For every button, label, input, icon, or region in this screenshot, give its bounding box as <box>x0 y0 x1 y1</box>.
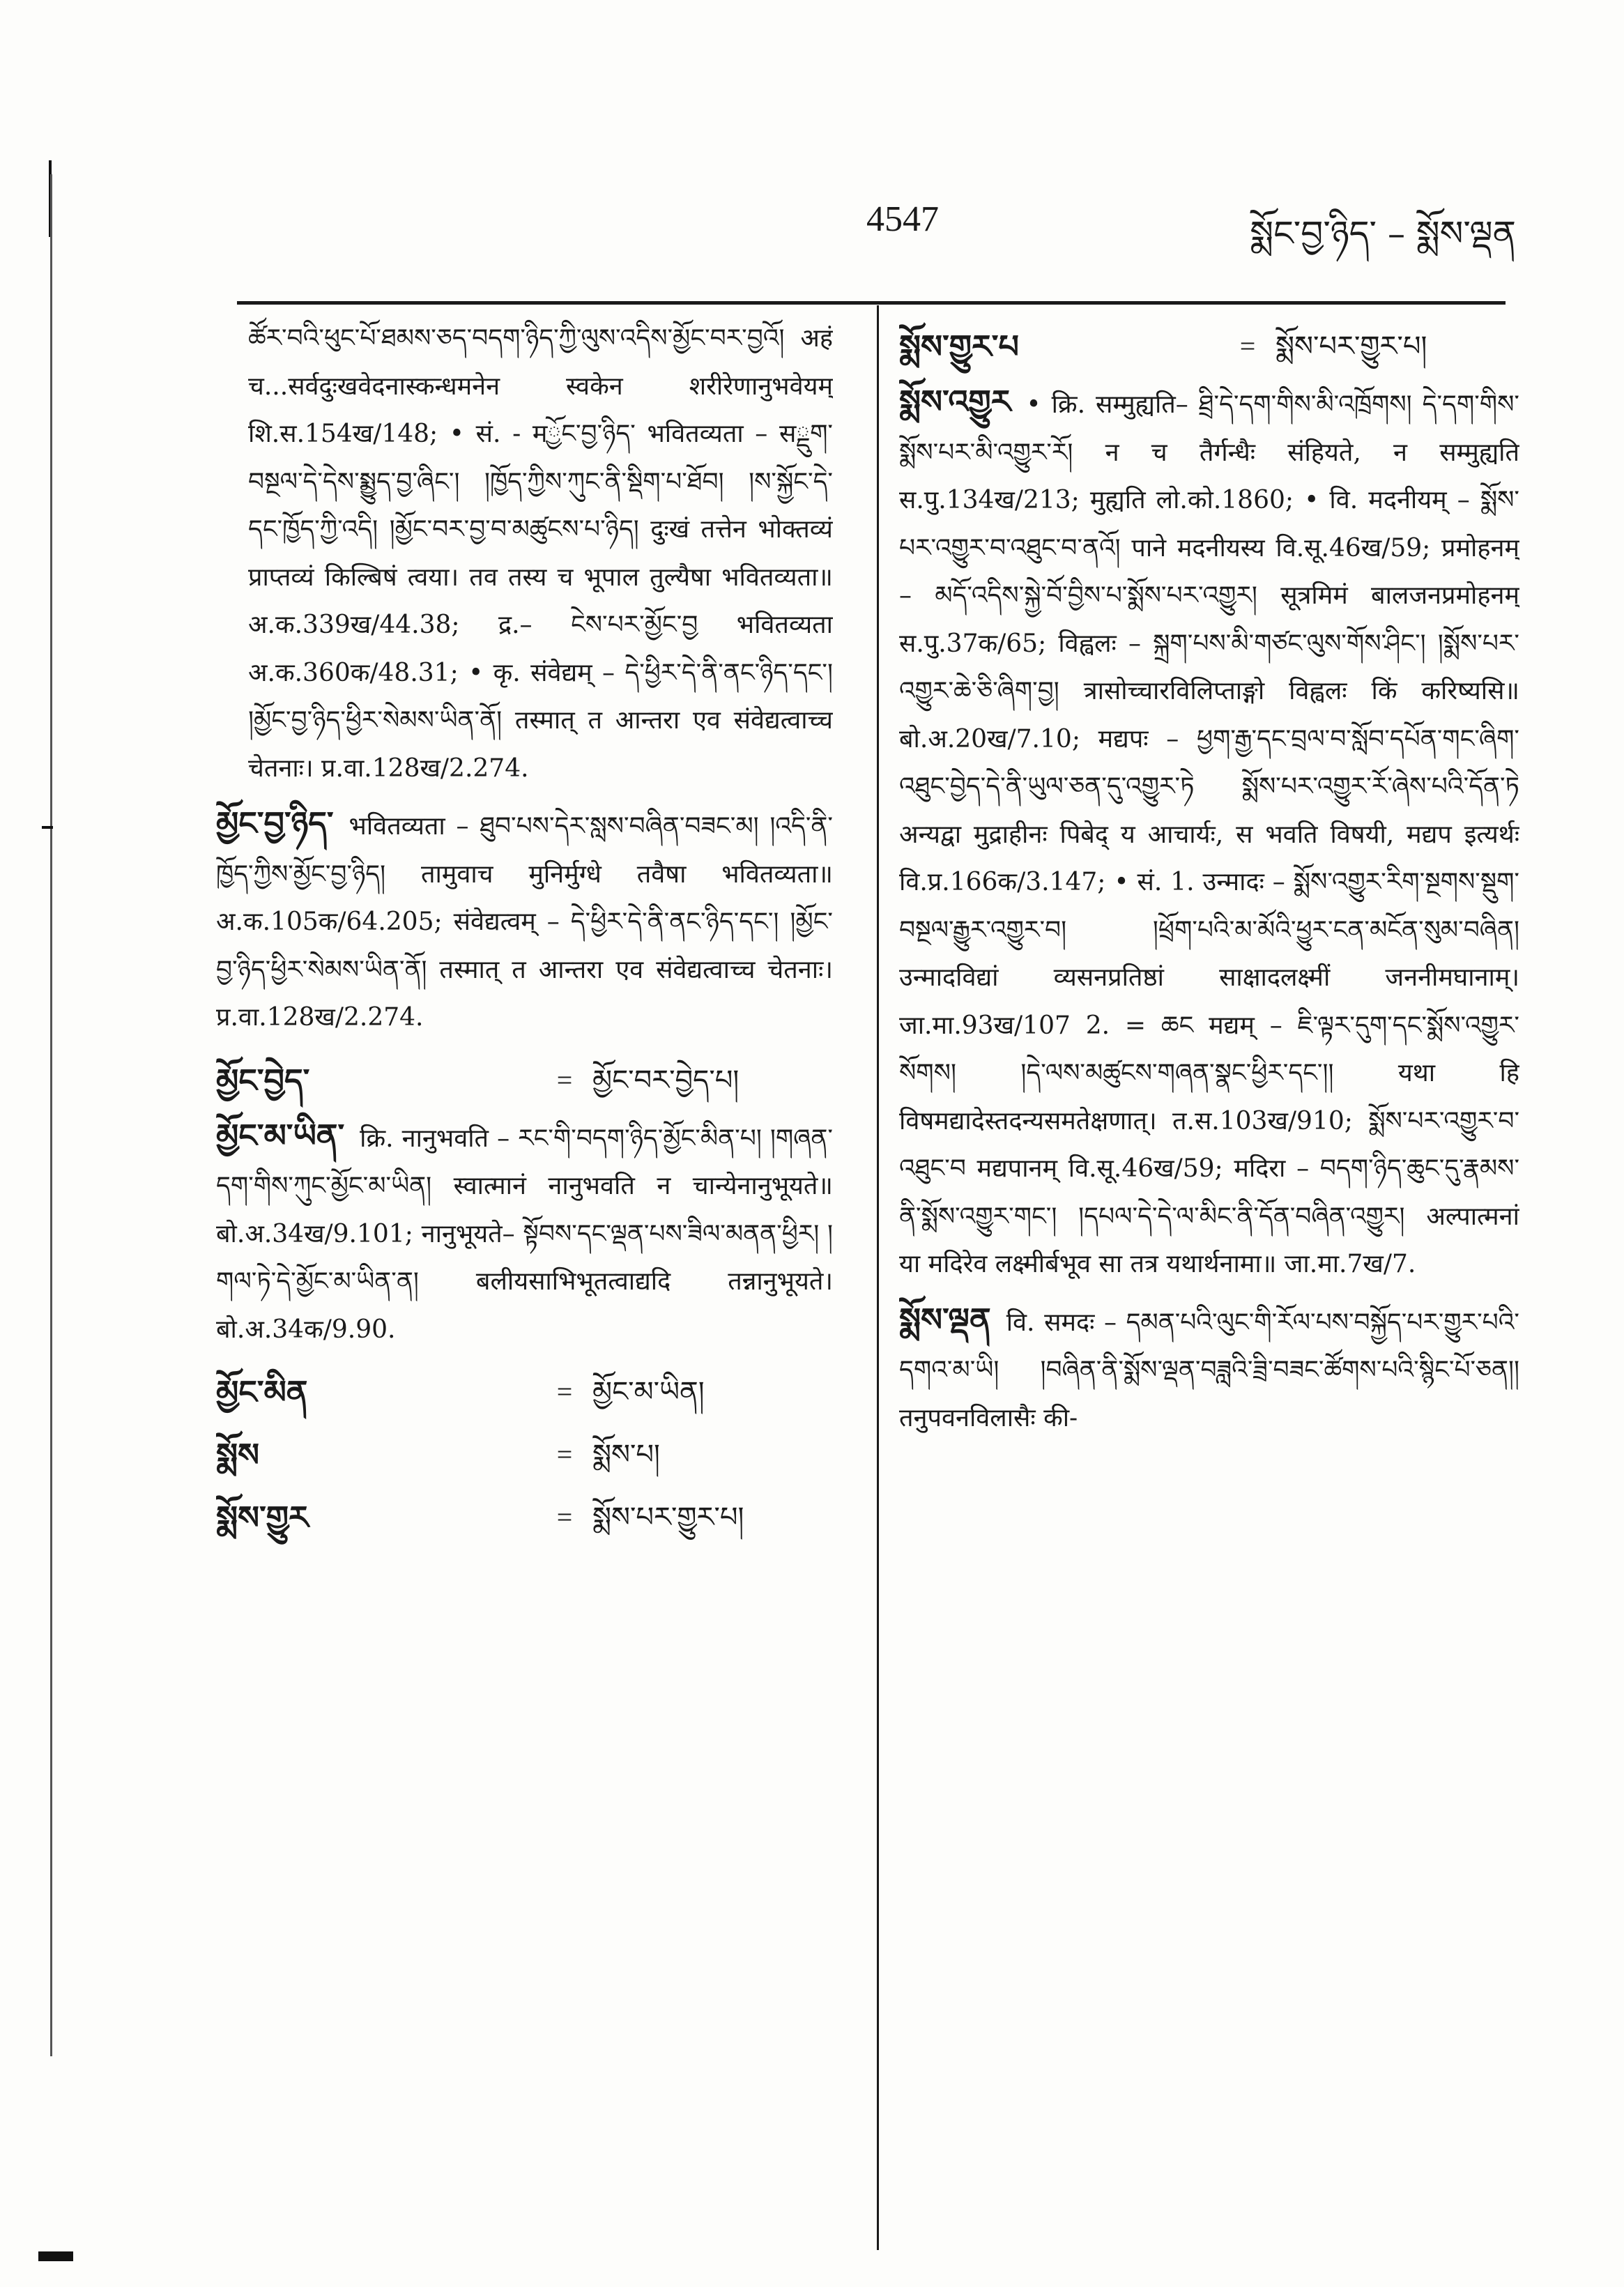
dictionary-entry <box>216 1112 833 1354</box>
entry-continuation <box>216 315 833 793</box>
cross-reference <box>216 1423 833 1486</box>
page-number: 4547 <box>866 199 939 239</box>
scan-margin-mark <box>42 826 53 829</box>
xref-headword: སྨོས་གྱུར་པ <box>899 328 1019 365</box>
dictionary-entry <box>899 378 1519 1289</box>
entry-headword: མྱོང་མ་ཡིན་ <box>216 1116 345 1154</box>
xref-equals: = <box>556 1376 573 1407</box>
entry-text: क्रि. नानुभवति – རང་གི་བདག་ཉིད་མྱོང་མིན་པ། །གཞན་དག་གིས་ཀུང་མྱོང་མ་ཡིན། स्वात्मानं नानुभवति न चान्येनानुभूयते॥ बो.अ.34ख/9.101; नानुभूयते– སྟོབས་དང་ལྡན་པས་ཟིལ་མནན་ཕྱིར། །གལ་ཏེ་དེ་མྱོང་མ་ཡིན་ན། बलीयसाभिभूतत्वाद्यदि तन्नानुभूयते। बो.अ.34क/9.90. <box>216 1124 833 1344</box>
entry-text: • क्रि. सम्मुह्यति– ཐྲི་དེ་དག་གིས་མི་འཁྲོགས། དེ་དག་གིས་སྨོས་པར་མི་འགྱུར་རོ། न च तैर्गन्धैः संहियते, न सम्मुह्यति स.पु.134ख/213; मुह्यति लो.को.1860; • वि. मदनीयम् – སྨོས་པར་འགྱུར་བ་འཐུང་བ་ནའོ། पाने मदनीयस्य वि.सू.46ख/59; प्रमोहनम् – མདོ་འདིས་སྐྱེ་བོ་བྱིས་པ་སྨོས་པར་འགྱུར། सूत्रमिमं बालजनप्रमोहनम् स.पु.37क/65; विह्वलः – སྐྲག་པས་མི་གཙང་ལུས་གོས་ཤིང་། །སྨོས་པར་འགྱུར་ཆེ་ཅི་ཞིག་བྱ། त्रासोच्चारविलिप्ताङ्गो विह्वलः किं करिष्यसि॥ बो.अ.20ख/7.10; मद्यपः – ཕྱག་རྒྱ་དང་བྲལ་བ་སློབ་དཔོན་གང་ཞིག་འཐུང་བྱེད་དེ་ནི་ཡུལ་ཅན་དུ་འགྱུར་ཏེ སྨོས་པར་འགྱུར་རོ་ཞེས་པའི་དོན་ཏེ अन्यद्वा मुद्राहीनः पिबेद् य आचार्यः, स भवति विषयी, मद्यप इत्यर्थः वि.प्र.166क/3.147; • सं. 1. उन्मादः – སྨོས་འགྱུར་རིག་སྔགས་སྡུག་བསྔལ་རྒྱུར་འགྱུར་བ། །ཕྲོག་པའི་མ་མོའི་ཕྱུར་ངན་མངོན་སུམ་བཞིན། उन्मादविद्यां व्यसनप्रतिष्ठां साक्षादलक्ष्मीं जननीमघानाम्। जा.मा.93ख/107 2. = ཆང मद्यम् – ཇི་ལྟར་དུག་དང་སྨོས་འགྱུར་སོགས། །དེ་ལས་མཚུངས་གཞན་སྣང་ཕྱིར་དང་།། यथा हि विषमद्यादेस्तदन्यसमतेक्षणात्। त.स.103ख/910; སྨོས་པར་འགྱུར་བ་འཐུང་བ मद्यपानम् वि.सू.46ख/59; मदिरा – བདག་ཉིད་ཆུང་དུ་རྣམས་ནི་སྨོས་འགྱུར་གང་། །དཔལ་དེ་དེ་ལ་མིང་ནི་དོན་བཞིན་འགྱུར། अल्पात्मनां या मदिरेव लक्ष्मीर्बभूव सा तत्र यथार्थनामा॥ जा.मा.7ख/7. <box>899 390 1519 1278</box>
dictionary-entry <box>899 1296 1519 1443</box>
entry-text: भवितव्यता – ཐུབ་པས་དེར་སླས་བཞིན་བཟང་མ། །འདི་ནི་ཁྱོད་ཀྱིས་མྱོང་བྱ་ཉིད། तामुवाच मुनिर्मुग्धे तवैषा भवितव्यता॥ अ.क.105क/64.205; संवेद्यत्वम् – དེ་ཕྱིར་དེ་ནི་ནང་ཉིད་དང་། །མྱོང་བྱ་ཉིད་ཕྱིར་སེམས་ཡིན་ནོ། तस्मात् त आन्तरा एव संवेद्यत्वाच्च चेतनाः। प्र.वा.128ख/2.274. <box>216 812 833 1032</box>
xref-target: སྨོས་པར་གྱུར་པ། <box>1276 330 1427 362</box>
cross-reference <box>899 315 1519 378</box>
column-divider <box>877 305 879 2250</box>
scan-margin-mark <box>38 2251 73 2261</box>
xref-headword: མྱོང་བྱེད་ <box>216 1061 310 1099</box>
xref-target: མྱོང་བར་བྱེད་པ། <box>592 1064 740 1096</box>
left-column <box>216 315 833 2267</box>
cross-reference <box>216 1486 833 1549</box>
xref-target: སྨོས་པར་གྱུར་པ། <box>592 1501 744 1533</box>
header-rule <box>237 301 1506 305</box>
entry-text: ཚོར་བའི་ཕུང་པོ་ཐམས་ཅད་བདག་ཉིད་ཀྱི་ལུས་འདིས་མྱོང་བར་བྱའོ། अहं च...सर्वदुःखवेदनास्कन्धमनेन स्वकेन शरीरेणानुभवेयम् शि.स.154ख/148; • सं. - मྱོང་བྱ་ཉིད་ भवितव्यता – सྡུག་བསྔལ་དེ་དེས་སྨྱུད་བྱ་ཞིང་། །ཁྱོད་ཀྱིས་ཀུང་ནི་སྡིག་པ་ཐོབ། །ས་སྐྱོང་དེ་དང་ཁྱོད་ཀྱི་འདི། །མྱོང་བར་བྱ་བ་མཚུངས་པ་ཉིད། दुःखं तत्तेन भोक्तव्यं प्राप्तव्यं किल्बिषं त्वया। तव तस्य च भूपाल तुल्यैषा भवितव्यता॥ अ.क.339ख/44.38; द्र.– ངེས་པར་མྱོང་བྱ भवितव्यता अ.क.360क/48.31; • कृ. संवेद्यम् – དེ་ཕྱིར་དེ་ནི་ནང་ཉིད་དང་། །མྱོང་བྱ་ཉིད་ཕྱིར་སེམས་ཡིན་ནོ། तस्मात् त आन्तरा एव संवेद्यत्वाच्च चेतनाः। प्र.वा.128ख/2.274. <box>248 324 833 783</box>
entry-headword: སྨོས་ལྡན <box>899 1300 991 1338</box>
xref-equals: = <box>1239 330 1256 362</box>
entry-text: वि. समदः – དམན་པའི་ལུང་གི་རོལ་པས་བསྐྱོད་པར་གྱུར་པའི་དགའ་མ་ཡི། །བཞིན་ནི་སྨོས་ལྡན་བཟླའི་ཟྲི་བཟང་ཚོགས་པའི་སྙིང་པོ་ཅན།། तनुपवनविलासैः की- <box>899 1308 1519 1432</box>
entry-headword: སྨོས་འགྱུར <box>899 383 1011 420</box>
xref-equals: = <box>556 1501 573 1533</box>
cross-reference <box>216 1049 833 1112</box>
xref-headword: སྨོས་གྱུར <box>216 1499 309 1536</box>
xref-headword: མྱོང་མིན <box>216 1373 308 1411</box>
scan-margin-mark <box>50 174 52 2056</box>
xref-equals: = <box>556 1439 573 1470</box>
running-head: སྨོང་བྱ་ཉིད་ – སྨོས་ལྡན <box>1250 213 1516 254</box>
dictionary-entry <box>216 800 833 1042</box>
xref-headword: སྨོས <box>216 1436 260 1474</box>
cross-reference <box>216 1361 833 1423</box>
right-column <box>899 315 1519 2267</box>
xref-equals: = <box>556 1064 573 1096</box>
xref-target: སྨོས་པ། <box>592 1439 660 1471</box>
entry-headword: མྱོང་བྱ་ཉིད་ <box>216 804 334 842</box>
xref-target: མྱོང་མ་ཡིན། <box>592 1376 705 1408</box>
